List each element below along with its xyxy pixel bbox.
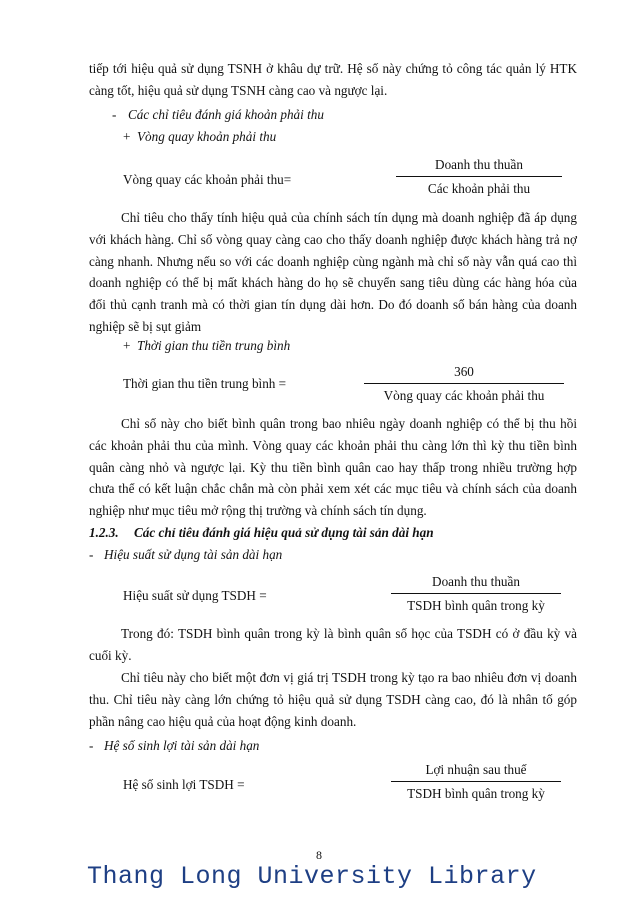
- turnover-marker: +: [123, 129, 131, 144]
- section-title: Các chỉ tiêu đánh giá hiệu quả sử dụng tài sản dài hạn: [134, 525, 434, 540]
- library-watermark: Thang Long University Library: [87, 862, 537, 891]
- profitability-formula-label: Hệ số sinh lợi TSDH =: [123, 777, 245, 792]
- section-number: 1.2.3.: [89, 525, 119, 540]
- efficiency-heading: Hiệu suất sử dụng tài sản dài hạn: [104, 547, 283, 562]
- turnover-explanation-text: Chỉ tiêu cho thấy tính hiệu quả của chính sách tín dụng mà doanh nghiệp đã áp dụng với khách hàng. Chỉ số vòng quay càng cao cho thấy doanh nghiệp được khách hàng trả nợ càng nhanh. Nhưng nếu so với các doanh nghiệp cùng ngành mà chỉ số này vẫn quá cao thì doanh nghiệp có thể bị mất khách hàng do họ sẽ chuyển sang tiêu dùng các hàng hóa của đối thủ cạnh tranh mà có thời gian tín dụng dài hơn. Do đó doanh số bán hàng của doanh nghiệp sẽ bị sụt giảm: [89, 210, 577, 334]
- efficiency-explanation: [89, 667, 577, 732]
- turnover-explanation: [89, 207, 577, 338]
- efficiency-formula-label: Hiệu suất sử dụng TSDH =: [123, 588, 267, 603]
- efficiency-note: [89, 623, 577, 667]
- collection-explanation: [89, 413, 577, 522]
- intro-paragraph: [89, 58, 577, 102]
- efficiency-bullet: -: [89, 547, 94, 562]
- profitability-numerator: Lợi nhuận sau thuế: [425, 762, 527, 777]
- profitability-heading: Hệ số sinh lợi tài sản dài hạn: [104, 738, 260, 753]
- collection-marker: +: [123, 338, 131, 353]
- collection-explanation-text: Chỉ số này cho biết bình quân trong bao nhiêu ngày doanh nghiệp có thể bị thu hồi các khoản phải thu của mình. Vòng quay các khoản phải thu càng lớn thì kỳ thu tiền bình quân càng nhỏ và ngược lại. Kỳ thu tiền bình quân cao hay thấp trong nhiều trường hợp chưa thể có kết luận chắc chắn mà còn phải xem xét các mục tiêu và chính sách của doanh nghiệp như mục tiêu mở rộng thị trường và chính sách tín dụng.: [89, 416, 577, 519]
- turnover-formula-label: Vòng quay các khoản phải thu=: [123, 172, 292, 187]
- collection-numerator: 360: [454, 364, 474, 379]
- page-number: 8: [316, 848, 322, 862]
- efficiency-fraction-line: [391, 593, 561, 594]
- efficiency-denominator: TSDH bình quân trong kỳ: [407, 598, 545, 613]
- intro-text: tiếp tới hiệu quả sử dụng TSNH ở khâu dự trữ. Hệ số này chứng tỏ công tác quản lý HTK càng tốt, hiệu quả sử dụng TSNH càng cao và ngược lại.: [89, 61, 577, 98]
- turnover-fraction-line: [396, 176, 562, 177]
- collection-title: Thời gian thu tiền trung bình: [137, 338, 291, 353]
- collection-fraction-line: [364, 383, 564, 384]
- collection-formula-label: Thời gian thu tiền trung bình =: [123, 376, 287, 391]
- efficiency-numerator: Doanh thu thuần: [432, 574, 520, 589]
- collection-denominator: Vòng quay các khoản phải thu: [383, 388, 545, 403]
- efficiency-explanation-text: Chỉ tiêu này cho biết một đơn vị giá trị TSDH trong kỳ tạo ra bao nhiêu đơn vị doanh thu. Chỉ tiêu này càng lớn chứng tỏ hiệu quả sử dụng TSDH càng cao, đó là nhân tố góp phần nâng cao hiệu quả của hoạt động kinh doanh.: [89, 670, 577, 729]
- receivables-heading: Các chỉ tiêu đánh giá khoản phải thu: [128, 107, 324, 122]
- profitability-denominator: TSDH bình quân trong kỳ: [407, 786, 545, 801]
- receivables-bullet: -: [112, 107, 117, 122]
- profitability-fraction-line: [391, 781, 561, 782]
- profitability-bullet: -: [89, 738, 94, 753]
- turnover-numerator: Doanh thu thuần: [435, 157, 523, 172]
- turnover-denominator: Các khoản phải thu: [427, 181, 531, 196]
- turnover-title: Vòng quay khoản phải thu: [137, 129, 277, 144]
- efficiency-note-text: Trong đó: TSDH bình quân trong kỳ là bình quân số học của TSDH có ở đầu kỳ và cuối kỳ.: [89, 626, 577, 663]
